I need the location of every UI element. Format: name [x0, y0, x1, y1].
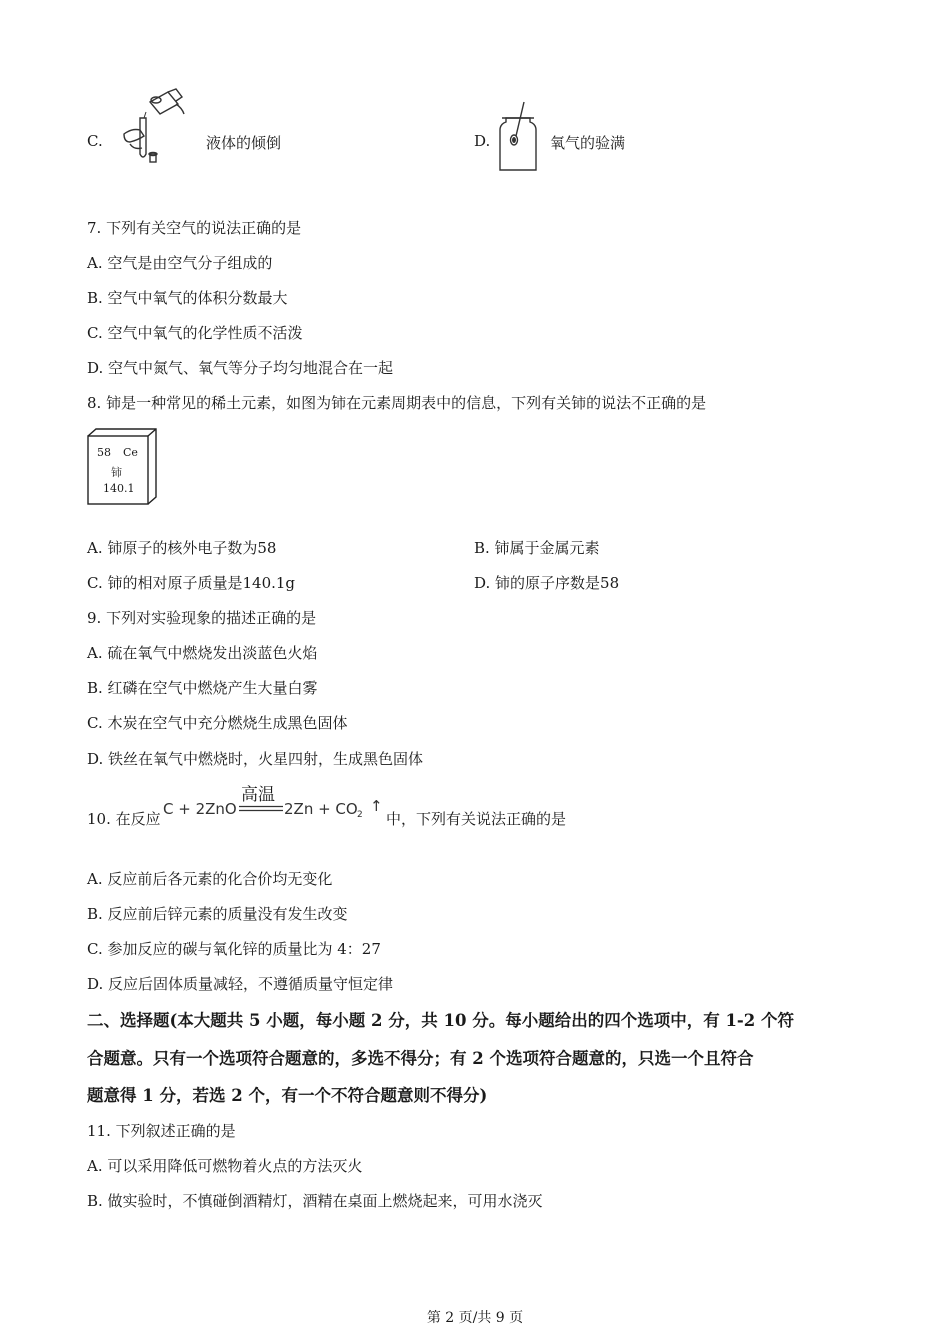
page-number-footer: 第 2 页/共 9 页: [426, 1310, 524, 1326]
q10-option-c: C. 参加反应的碳与氧化锌的质量比为 4：27: [87, 940, 381, 958]
q7-option-a: A. 空气是由空气分子组成的: [87, 254, 273, 272]
element-atomic-number: 58: [97, 446, 111, 459]
q9-option-d: D. 铁丝在氧气中燃烧时，火星四射，生成黑色固体: [87, 750, 424, 768]
q10-equation-condition: 高温: [241, 785, 275, 805]
q9-option-a: A. 硫在氧气中燃烧发出淡蓝色火焰: [87, 644, 318, 662]
q10-option-d: D. 反应后固体质量减轻，不遵循质量守恒定律: [87, 975, 394, 993]
q8-stem: 8. 铈是一种常见的稀土元素，如图为铈在元素周期表中的信息，下列有关铈的说法不正确的是: [87, 394, 707, 412]
q10-equation-right: 2Zn + CO: [284, 800, 358, 818]
q10-option-b: B. 反应前后锌元素的质量没有发生改变: [87, 905, 348, 923]
q9-stem: 9. 下列对实验现象的描述正确的是: [87, 609, 317, 627]
q10-equation-left: C + 2ZnO: [163, 800, 237, 818]
liquid-pouring-test-tube-icon: [110, 88, 192, 170]
q9-option-b: B. 红磷在空气中燃烧产生大量白雾: [87, 679, 318, 697]
element-name: 铈: [111, 466, 122, 479]
option-c-letter: C.: [87, 132, 103, 150]
q7-option-b: B. 空气中氧气的体积分数最大: [87, 289, 288, 307]
equation-equals-sign: [239, 805, 283, 813]
section2-heading-line2: 合题意。只有一个选项符合题意的，多选不得分；有 2 个选项符合题意的，只选一个且符合: [87, 1049, 754, 1068]
q7-option-c: C. 空气中氧气的化学性质不活泼: [87, 324, 303, 342]
option-d-text: 氧气的验满: [550, 134, 626, 152]
q11-stem: 11. 下列叙述正确的是: [87, 1122, 236, 1140]
q8-option-b: B. 铈属于金属元素: [474, 539, 600, 557]
q10-equation-arrow: ↑: [370, 797, 383, 815]
option-d-letter: D.: [474, 132, 491, 150]
q7-option-d: D. 空气中氮气、氧气等分子均匀地混合在一起: [87, 359, 394, 377]
q7-stem: 7. 下列有关空气的说法正确的是: [87, 219, 302, 237]
q11-option-b: B. 做实验时，不慎碰倒酒精灯，酒精在桌面上燃烧起来，可用水浇灭: [87, 1192, 543, 1210]
q10-option-a: A. 反应前后各元素的化合价均无变化: [87, 870, 333, 888]
option-c-text: 液体的倾倒: [206, 134, 282, 152]
q9-option-c: C. 木炭在空气中充分燃烧生成黑色固体: [87, 714, 348, 732]
q8-option-d: D. 铈的原子序数是58: [474, 574, 620, 592]
element-mass: 140.1: [103, 482, 135, 495]
q10-suffix: 中，下列有关说法正确的是: [386, 810, 567, 828]
q11-option-a: A. 可以采用降低可燃物着火点的方法灭火: [87, 1157, 363, 1175]
section2-heading-line3: 题意得 1 分，若选 2 个，有一个不符合题意则不得分): [87, 1086, 488, 1105]
q8-option-a: A. 铈原子的核外电子数为58: [87, 539, 277, 557]
element-symbol: Ce: [123, 446, 138, 459]
oxygen-bottle-wooden-splint-icon: [498, 100, 538, 174]
q10-prefix: 10. 在反应: [87, 810, 161, 828]
q8-option-c: C. 铈的相对原子质量是140.1g: [87, 574, 296, 592]
element-card-cerium: [87, 428, 157, 504]
q10-equation-subscript: 2: [357, 810, 363, 820]
section2-heading-line1: 二、选择题(本大题共 5 小题，每小题 2 分，共 10 分。每小题给出的四个选项中，有 1-2 个符: [87, 1011, 794, 1030]
